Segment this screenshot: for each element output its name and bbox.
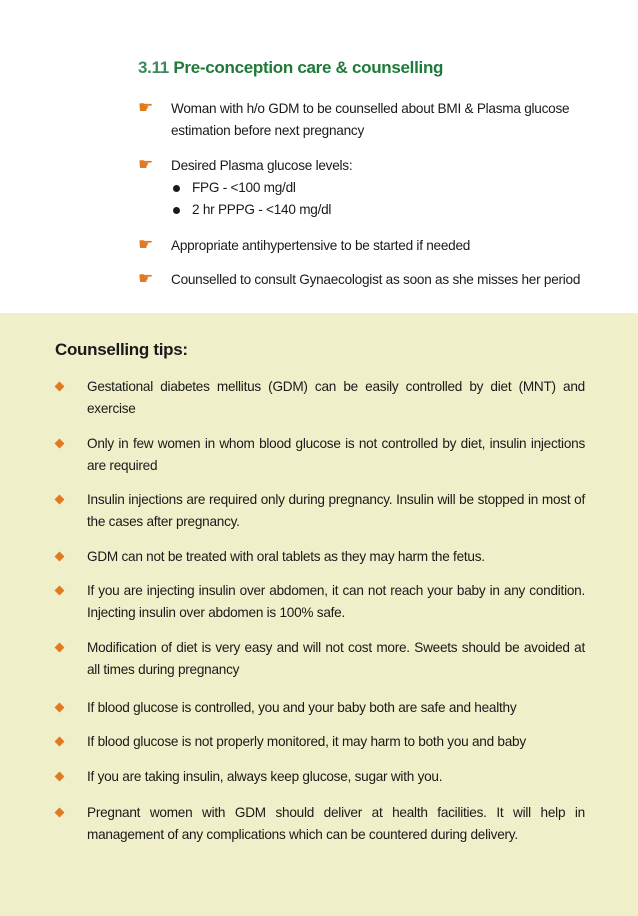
- diamond-bullet-icon: [55, 772, 65, 782]
- tip-item: [55, 731, 585, 753]
- tip-item: [55, 802, 585, 846]
- tip-item: [55, 546, 585, 568]
- tip-text: If you are injecting insulin over abdomen, it can not reach your baby in any condition. Injecting insulin over abdomen is 100% safe.: [87, 583, 585, 620]
- preconception-section: [0, 0, 638, 313]
- glucose-levels-list: [171, 177, 598, 221]
- diamond-bullet-icon: [55, 703, 65, 713]
- tip-text: Gestational diabetes mellitus (GDM) can be easily controlled by diet (MNT) and exercise: [87, 379, 585, 416]
- diamond-bullet-icon: [55, 439, 65, 449]
- tip-text: Modification of diet is very easy and will not cost more. Sweets should be avoided at all times during pregnancy: [87, 640, 585, 677]
- section-number: 3.11: [138, 58, 169, 77]
- list-item-text: Desired Plasma glucose levels:: [171, 158, 353, 173]
- pointing-hand-icon: ☛: [138, 98, 153, 117]
- pointing-hand-icon: ☛: [138, 155, 153, 174]
- diamond-bullet-icon: [55, 586, 65, 596]
- tip-item: [55, 433, 585, 477]
- tip-text: Pregnant women with GDM should deliver at health facilities. It will help in management of any complications which can be countered during delivery.: [87, 805, 585, 842]
- list-item-text: Woman with h/o GDM to be counselled about BMI & Plasma glucose estimation before next pregnancy: [171, 101, 570, 138]
- list-item: [138, 98, 598, 142]
- sub-list-item: [171, 177, 598, 199]
- tip-item: [55, 637, 585, 681]
- sub-list-item: [171, 199, 598, 221]
- dot-bullet-icon: [173, 185, 180, 192]
- diamond-bullet-icon: [55, 495, 65, 505]
- tip-item: [55, 697, 585, 719]
- pointing-hand-icon: ☛: [138, 235, 153, 254]
- section-title: Pre-conception care & counselling: [173, 58, 444, 77]
- sub-list-item-text: 2 hr PPPG - <140 mg/dl: [192, 202, 332, 217]
- diamond-bullet-icon: [55, 737, 65, 747]
- tip-item: [55, 766, 585, 788]
- list-item: [138, 269, 598, 291]
- tip-item: [55, 580, 585, 624]
- list-item-text: Counselled to consult Gynaecologist as soon as she misses her period: [171, 272, 581, 287]
- tip-item: [55, 376, 585, 420]
- pointing-hand-icon: ☛: [138, 269, 153, 288]
- tip-text: If blood glucose is not properly monitored, it may harm to both you and baby: [87, 734, 526, 749]
- diamond-bullet-icon: [55, 552, 65, 562]
- list-item-text: Appropriate antihypertensive to be started if needed: [171, 238, 471, 253]
- diamond-bullet-icon: [55, 382, 65, 392]
- diamond-bullet-icon: [55, 643, 65, 653]
- sub-list-item-text: FPG - <100 mg/dl: [192, 180, 296, 195]
- section-heading: [138, 58, 443, 78]
- tip-item: [55, 489, 585, 533]
- dot-bullet-icon: [173, 207, 180, 214]
- tip-text: Insulin injections are required only during pregnancy. Insulin will be stopped in most of the cases after pregnancy.: [87, 492, 585, 529]
- tips-heading: Counselling tips:: [55, 340, 188, 359]
- diamond-bullet-icon: [55, 808, 65, 818]
- tip-text: If you are taking insulin, always keep glucose, sugar with you.: [87, 769, 443, 784]
- tip-text: If blood glucose is controlled, you and your baby both are safe and healthy: [87, 700, 517, 715]
- list-item: [138, 235, 598, 257]
- list-item: [138, 155, 598, 221]
- tip-text: GDM can not be treated with oral tablets as they may harm the fetus.: [87, 549, 485, 564]
- tip-text: Only in few women in whom blood glucose is not controlled by diet, insulin injections are required: [87, 436, 585, 473]
